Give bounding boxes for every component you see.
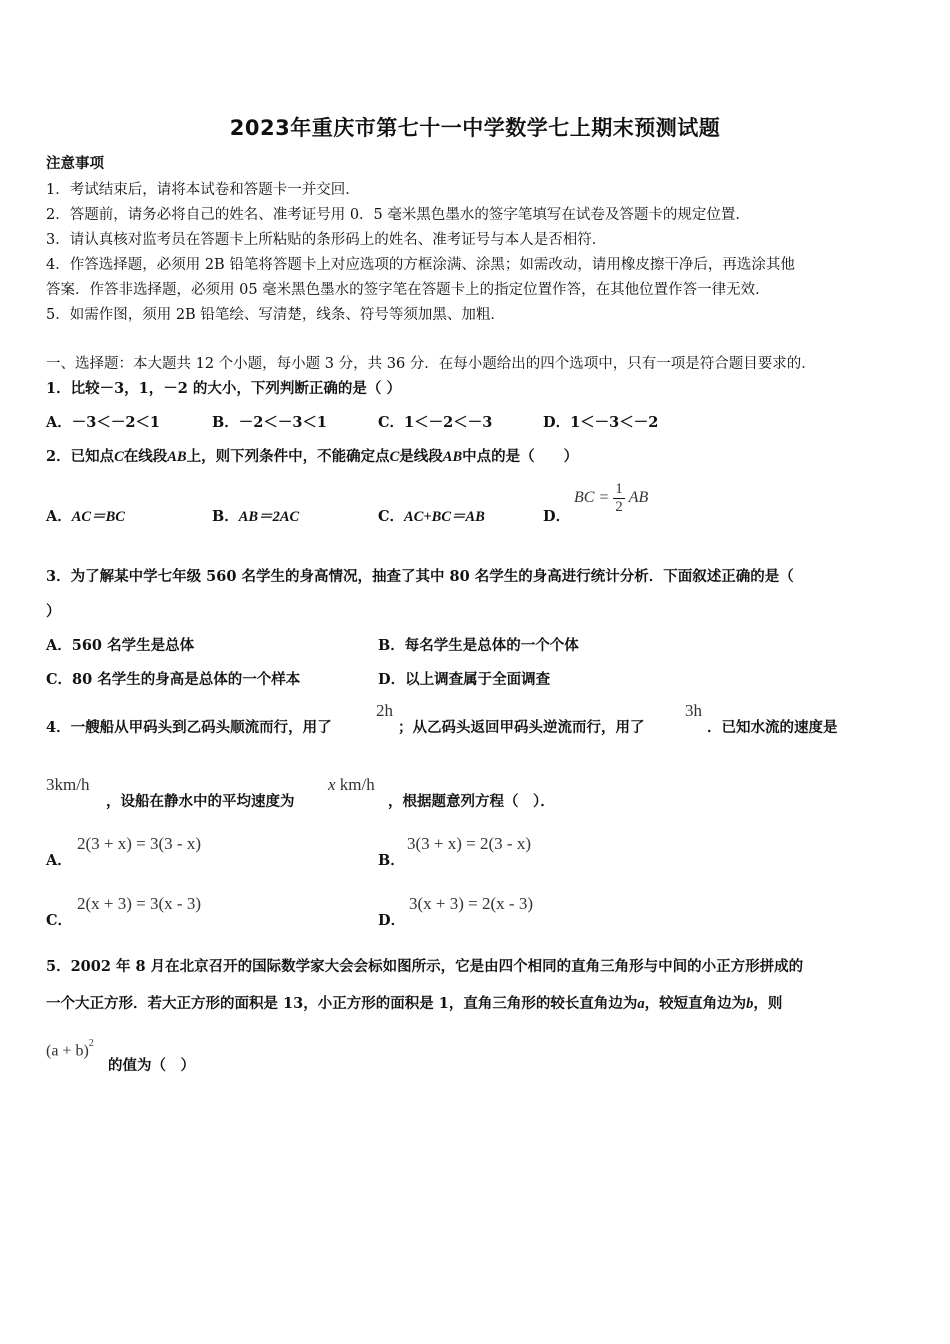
- q4-time-2: 3h: [685, 701, 702, 720]
- q4-option-a: 2(3 + x) = 3(3 - x): [77, 834, 201, 853]
- q2-option-b: B．AB＝2AC: [212, 508, 300, 525]
- q2-option-c: C．AC+BC＝AB: [378, 508, 485, 525]
- notice-item-4: 4．作答选择题，必须用 2B 铅笔将答题卡上对应选项的方框涂满、涂黑；如需改动，请用橡皮擦干净后，再选涂其他: [46, 257, 795, 273]
- q4-time-1: 2h: [376, 701, 393, 720]
- q3-option-d: D．以上调查属于全面调查: [378, 671, 551, 688]
- q4-option-a-label: A．: [46, 852, 72, 869]
- q3-stem: 3．为了解某中学七年级 560 名学生的身高情况，抽查了其中 80 名学生的身高进行统计分析．下面叙述正确的是（: [46, 568, 794, 585]
- q4-stem-part1: 4．一艘船从甲码头到乙码头顺流而行，用了: [46, 719, 332, 736]
- notice-item-5: 5．如需作图，须用 2B 铅笔绘、写清楚，线条、符号等须加黑、加粗．: [46, 307, 505, 323]
- q4-option-c: 2(x + 3) = 3(x - 3): [77, 894, 201, 913]
- q3-option-a: A．560 名学生是总体: [46, 637, 195, 654]
- q4-option-b: 3(3 + x) = 2(3 - x): [407, 834, 531, 853]
- notice-item-3: 3．请认真核对监考员在答题卡上所粘贴的条形码上的姓名、准考证号与本人是否相符．: [46, 232, 607, 248]
- q3-option-c: C．80 名学生的身高是总体的一个样本: [46, 671, 301, 688]
- q4-option-d: 3(x + 3) = 2(x - 3): [409, 894, 533, 913]
- q4-option-d-label: D．: [378, 912, 406, 929]
- notice-item-1: 1．考试结束后，请将本试卷和答题卡一并交回．: [46, 182, 360, 198]
- q4-stem-part5: ，根据题意列方程（ ）．: [388, 793, 555, 810]
- q4-option-c-label: C．: [46, 912, 73, 929]
- q5-expression: $(a + b)^2$: [46, 1038, 94, 1060]
- q4-option-b-label: B．: [378, 852, 405, 869]
- q4-boat-speed: x km/h: [328, 775, 375, 794]
- q3-stem-cont: ）: [46, 603, 61, 620]
- page-title: 2023年重庆市第七十一中学数学七上期末预测试题: [229, 116, 721, 140]
- q4-stem-part2: ；从乙码头返回甲码头逆流而行，用了: [398, 719, 645, 736]
- q5-stem-cont: 一个大正方形．若大正方形的面积是 13，小正方形的面积是 1，直角三角形的较长直角边为a，较短直角边为b，则: [46, 995, 783, 1012]
- q2-stem: 2．已知点C在线段AB上，则下列条件中，不能确定点C是线段AB中点的是（ ）: [46, 448, 579, 465]
- q1-option-c: C．1＜－2＜－3: [378, 414, 493, 431]
- q4-stem-part3: ．已知水流的速度是: [707, 719, 838, 736]
- notice-item-2: 2．答题前，请务必将自己的姓名、准考证号用 0．5 毫米黑色墨水的签字笔填写在试卷及答题卡的规定位置．: [46, 207, 750, 223]
- q2-option-d-formula: BC = $\frac{1}{2}$ AB: [574, 481, 649, 515]
- q5-stem-end: 的值为（ ）: [108, 1057, 195, 1074]
- q2-option-a: A．AC＝BC: [46, 508, 125, 525]
- q3-option-b: B．每名学生是总体的一个个体: [378, 637, 579, 654]
- section-heading: 一、选择题：本大题共 12 个小题，每小题 3 分，共 36 分．在每小题给出的四个选项中，只有一项是符合题目要求的．: [46, 356, 816, 372]
- q5-stem: 5．2002 年 8 月在北京召开的国际数学家大会会标如图所示，它是由四个相同的直角三角形与中间的小正方形拼成的: [46, 958, 804, 975]
- q4-stem-part4: ，设船在静水中的平均速度为: [106, 793, 295, 810]
- q1-stem: 1．比较－3，1，－2 的大小，下列判断正确的是（ ）: [46, 380, 401, 397]
- notice-item-4-cont: 答案．作答非选择题，必须用 05 毫米黑色墨水的签字笔在答题卡上的指定位置作答，在其他位置作答一律无效．: [46, 282, 770, 298]
- q1-option-b: B．－2＜－3＜1: [212, 414, 328, 431]
- q2-option-d-label: D．: [543, 508, 571, 525]
- q1-option-a: A．－3＜－2＜1: [46, 414, 161, 431]
- notice-heading: 注意事项: [46, 156, 104, 172]
- q1-option-d: D．1＜－3＜－2: [543, 414, 659, 431]
- q4-current-speed: 3km/h: [46, 775, 90, 794]
